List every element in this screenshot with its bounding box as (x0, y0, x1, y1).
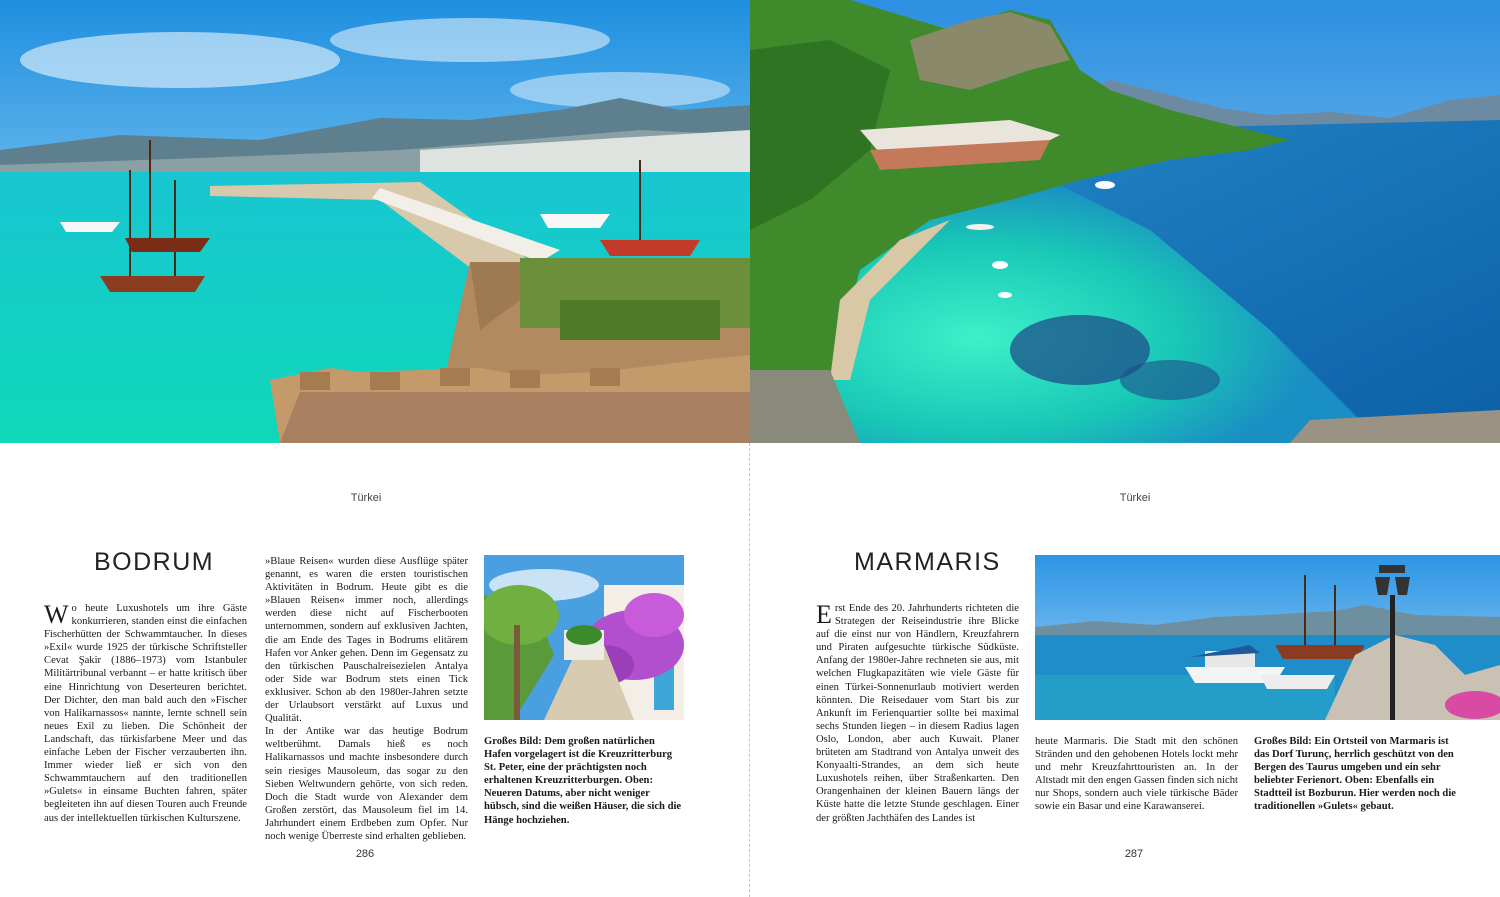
body-paragraph: In der Antike war das heutige Bodrum weltberühmt. Damals hieß es noch Halikarnassos und machte insbesondere durch sein riesiges Mausoleum, das sogar zu den Sieben Weltwundern gehörte, von sich reden. Doch die Stadt wurde von Alexander dem Großen zerstört, das Mausoleum fiel im 14. Jahrhundert einem Erdbeben zum Opfer. Nur noch wenige Überreste sind erhalten geblieben. (265, 726, 468, 842)
page-number: 287 (1124, 848, 1144, 860)
body-column-2 (1035, 735, 1238, 814)
body-paragraph: »Blaue Reisen« wurden diese Ausflüge später genannt, es waren die ersten touristischen Aktivitäten in Bodrum. Heute gibt es die »Blauen Reisen« immer noch, allerdings werden diese nicht auf Fischerbooten unternommen, sondern auf exklusiven Jachten, die am Ende des Tages in Bodrums elitärem Hafen vor Anker gehen. Denn im Gegensatz zu den türkischen Pauschalreisezielen Antalya oder Side war Bodrum stets einen Tick exklusiver. Schon ab den 1980er-Jahren setzte der Urlaubsort verstärkt auf Luxus und Qualität. (265, 556, 468, 725)
body-text: heute Marmaris. Die Stadt mit den schönen Stränden und den gehobenen Hotels lockt mehr und mehr Kreuzfahrttouristen an. In der Altstadt mit den engen Gassen finden sich nicht nur Shops, sondern auch viele türkische Bäder sowie ein Basar und eine Karawanserei. (1035, 736, 1238, 813)
page-title: BODRUM (94, 548, 215, 576)
photo-caption: Großes Bild: Dem großen natürlichen Hafen vorgelagert ist die Kreuzritterburg St. Peter, eine der prächtigsten noch erhaltenen Kreuzritterburgen. Oben: Neueren Datums, aber nicht weniger hübsch, sind die weißen Häuser, die sich die Hänge hochziehen. (484, 736, 682, 826)
body-column-1 (44, 602, 247, 825)
body-column-1 (816, 602, 1019, 825)
page-title: MARMARIS (854, 548, 1001, 576)
turunc-bay-photo (750, 0, 1500, 443)
drop-cap: W (44, 600, 69, 629)
photo-caption: Großes Bild: Ein Ortsteil von Marmaris ist das Dorf Turunç, herrlich geschützt von den Bergen des Taurus umgeben und ein sehr beliebter Ferienort. Oben: Ebenfalls ein Stadtteil ist Bozburun. Hier werden noch die traditionellen »Gulets« gebaut. (1254, 736, 1456, 813)
page-number: 286 (355, 848, 375, 860)
running-head: Türkei (1119, 492, 1151, 504)
bozburun-harbor-photo (1035, 555, 1500, 720)
bodrum-street-photo (484, 555, 684, 720)
body-text: o heute Luxushotels um ihre Gäste konkurrieren, standen einst die einfachen Fischerhütten der Schwammtaucher. In dieses »Exil« wurde 1925 der türkische Schriftsteller Cevat Şakir (1886–1973) vom Istanbuler Militärtribunal verbannt – er hatte kritisch über eine Hinrichtung von Deserteuren berichtet. Der Dichter, den man bald auch den »Fischer von Halikarnassos« nannte, lernte schnell sein neues Exil zu lieben. Die Schönheit der Landschaft, das türkisfarbene Meer und das einfache Leben der Fischer verzauberten ihn. Immer wieder ließ er sich von den Schwammtauchern auf den traditionellen »Gulets« in einsame Buchten fahren, später begleiteten ihn auf diesen Touren auch Freunde aus der intellektuellen türkischen Kulturszene. (44, 603, 247, 824)
bodrum-harbor-photo (0, 0, 750, 443)
drop-cap: E (816, 600, 832, 629)
running-head: Türkei (350, 492, 382, 504)
body-column-2 (265, 555, 468, 843)
right-page (750, 0, 1500, 897)
body-text: rst Ende des 20. Jahrhunderts richteten die Strategen der Reiseindustrie ihre Blicke auf die einst nur von Händlern, Kreuzfahrern und Piraten aufgesuchte türkische Südküste. Anfang der 1980er-Jahre rechneten sie aus, mit welchen Flugkapazitäten wie viele Gäste für einen Türkei-Sonnenurlaub motiviert werden könnten. Die Reisedauer vom Start bis zur Ankunft im Ferienquartier sollte bei maximal sechs Stunden liegen – in diesem Radius lagen Oslo, London, aber auch Kuwait. Planer brüteten am Stadtrand von Antalya unweit des Konyaalti-Strandes, an dem sich heute Luxushotels reihen, über Straßenkarten. Den Orangenhainen der kleinen Bauern längs der Küste hatte die letzte Stunde geschlagen. Einer der größten Jachthäfen des Landes ist (816, 603, 1019, 824)
